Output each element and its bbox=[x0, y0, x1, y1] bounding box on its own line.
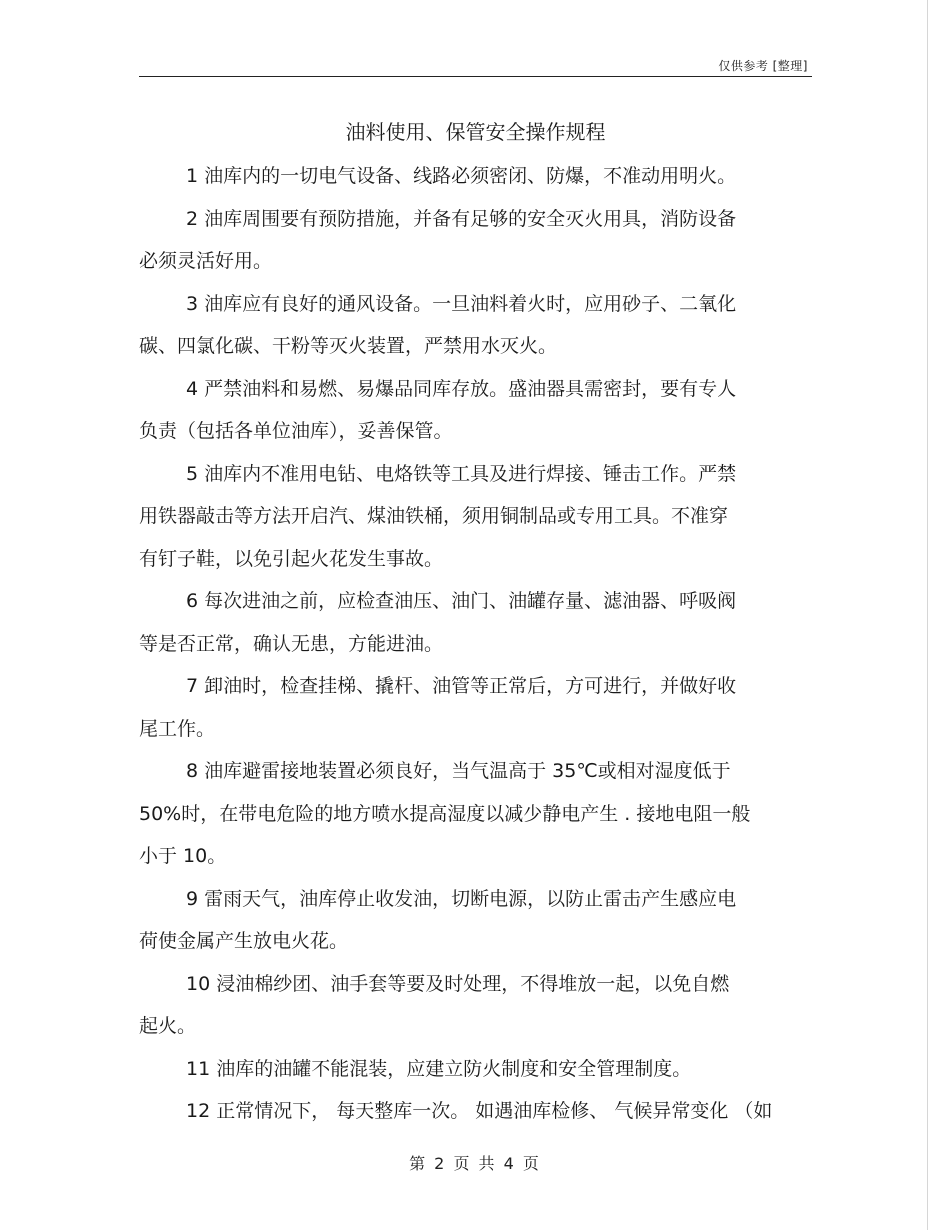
document-title: 油料使用、保管安全操作规程 bbox=[345, 120, 606, 144]
paragraph-10: 10 浸油棉纱团、油手套等要及时处理，不得堆放一起，以免自燃 起火。 bbox=[139, 972, 730, 1037]
paragraph-3: 3 油库应有良好的通风设备。一旦油料着火时，应用砂子、二氧化 碳、四氯化碳、干粉等灭火装置，严禁用水灭火。 bbox=[139, 292, 737, 357]
header-divider bbox=[139, 76, 812, 77]
paragraph-4: 4 严禁油料和易燃、易爆品同库存放。盛油器具需密封，要有专人 负责（包括各单位油库），妥善保管。 bbox=[139, 377, 737, 442]
document-body bbox=[139, 155, 812, 1133]
paragraph-9: 9 雷雨天气，油库停止收发油，切断电源，以防止雷击产生感应电 荷使金属产生放电火花。 bbox=[139, 887, 737, 952]
paragraph-5: 5 油库内不准用电钻、电烙铁等工具及进行焊接、锤击工作。严禁 用铁器敲击等方法开启汽、煤油铁桶，须用铜制品或专用工具。不准穿 有钉子鞋，以免引起火花发生事故。 bbox=[139, 462, 737, 570]
paragraph-6: 6 每次进油之前，应检查油压、油门、油罐存量、滤油器、呼吸阀 等是否正常，确认无患，方能进油。 bbox=[139, 590, 737, 655]
paragraph-1: 1 油库内的一切电气设备、线路必须密闭、防爆，不准动用明火。 bbox=[186, 165, 737, 187]
paragraph-7: 7 卸油时，检查挂梯、撬杆、油管等正常后，方可进行，并做好收 尾工作。 bbox=[139, 675, 737, 740]
page-number: 第 2 页 共 4 页 bbox=[409, 1154, 541, 1173]
paragraph-12: 12 正常情况下， 每天整库一次。 如遇油库检修、 气候异常变化 （如 bbox=[186, 1100, 773, 1122]
header-note: 仅供参考 [整理] bbox=[718, 59, 808, 73]
paragraph-11: 11 油库的油罐不能混装，应建立防火制度和安全管理制度。 bbox=[186, 1057, 692, 1080]
paragraph-2: 2 油库周围要有预防措施，并备有足够的安全灭火用具，消防设备 必须灵活好用。 bbox=[139, 207, 737, 272]
paragraph-8: 8 油库避雷接地装置必须良好，当气温高于 35℃或相对湿度低于 50%时，在带电危险的地方喷水提高湿度以减少静电产生 . 接地电阻一般 小于 10。 bbox=[139, 760, 751, 867]
